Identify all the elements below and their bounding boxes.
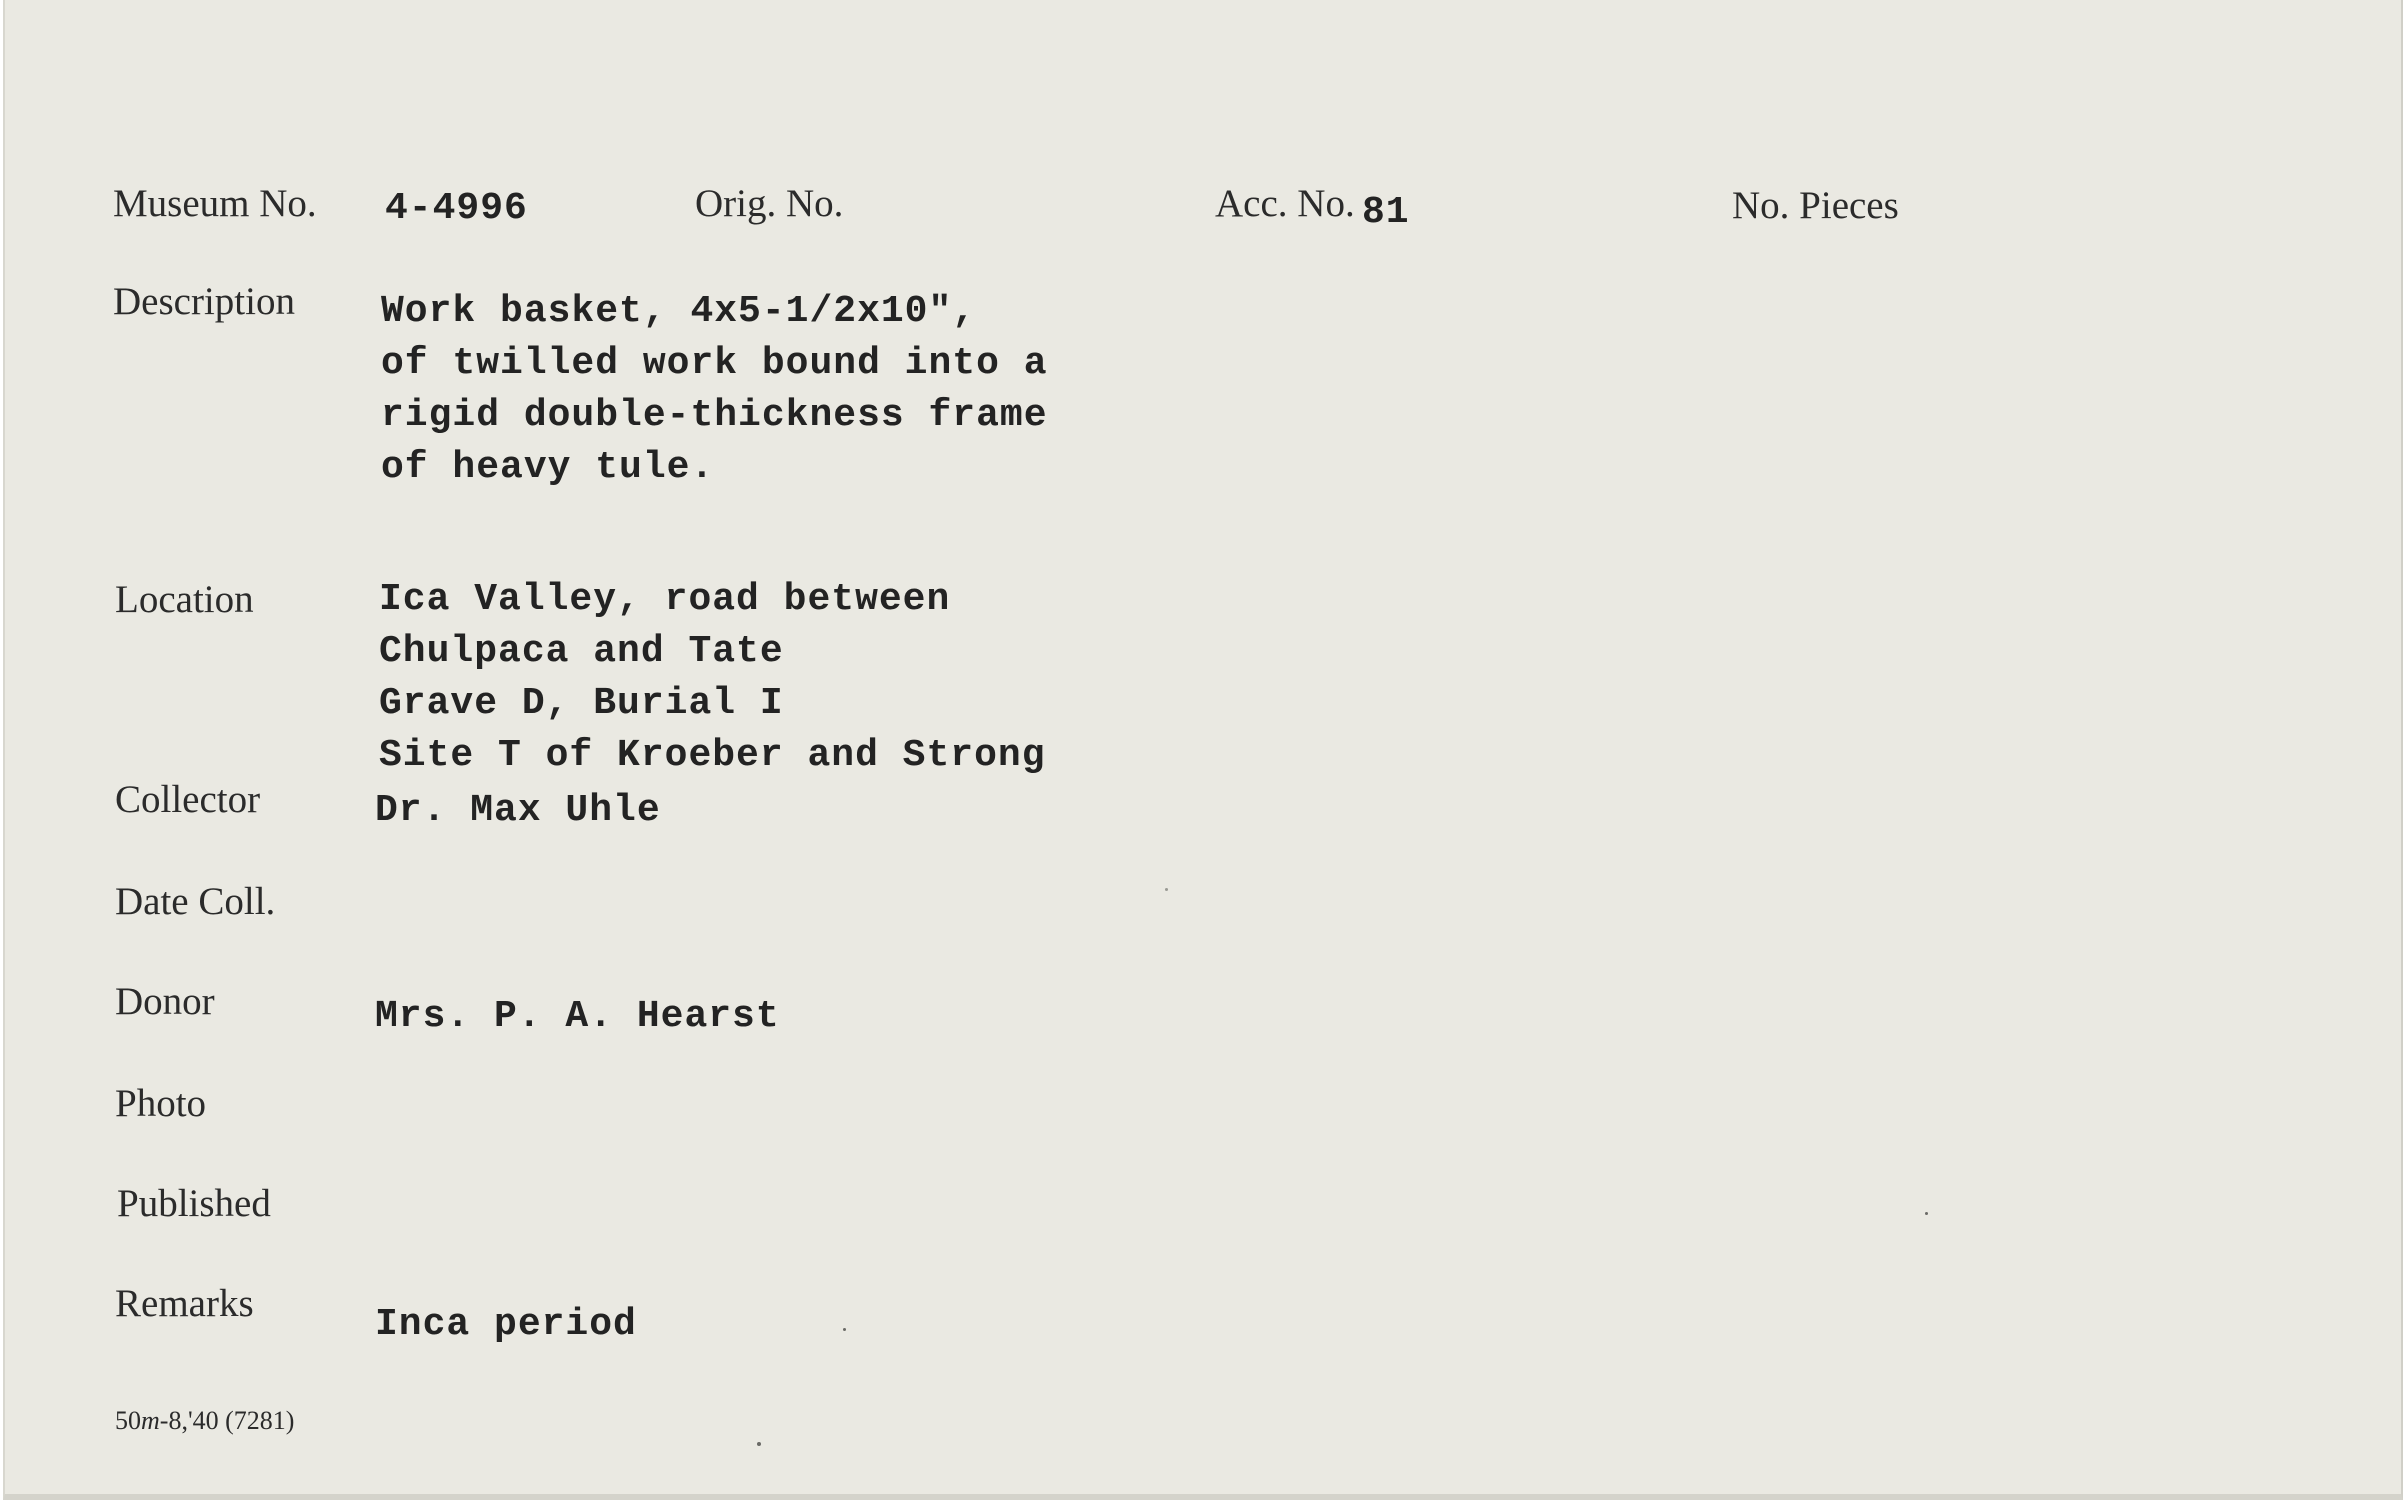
museum-no-label: Museum No.: [113, 182, 317, 225]
remarks-label: Remarks: [115, 1282, 254, 1325]
description-label: Description: [113, 280, 295, 323]
paper-speck: [843, 1328, 846, 1331]
paper-speck: [757, 1442, 761, 1446]
paper-speck: [1165, 888, 1168, 891]
description-line: of twilled work bound into a: [381, 342, 1048, 385]
location-text: [379, 574, 1046, 782]
location-line: Grave D, Burial I: [379, 682, 784, 725]
description-text: [381, 286, 1048, 494]
location-line: Site T of Kroeber and Strong: [379, 734, 1046, 777]
description-line: of heavy tule.: [381, 446, 715, 489]
paper-speck: [1925, 1212, 1928, 1215]
date-coll-label: Date Coll.: [115, 880, 276, 923]
donor-value: Mrs. P. A. Hearst: [375, 995, 780, 1038]
location-line: Chulpaca and Tate: [379, 630, 784, 673]
no-pieces-label: No. Pieces: [1732, 184, 1899, 227]
acc-no-value: 81: [1362, 191, 1410, 234]
print-code-italic: m: [141, 1406, 160, 1435]
description-line: Work basket, 4x5-1/2x10",: [381, 290, 977, 333]
catalog-card: [3, 0, 2403, 1500]
collector-label: Collector: [115, 778, 261, 821]
photo-label: Photo: [115, 1082, 207, 1125]
donor-label: Donor: [115, 980, 215, 1023]
description-line: rigid double-thickness frame: [381, 394, 1048, 437]
remarks-value: Inca period: [375, 1303, 637, 1346]
orig-no-label: Orig. No.: [695, 182, 844, 225]
museum-no-value: 4-4996: [385, 187, 528, 230]
acc-no-label: Acc. No.: [1215, 182, 1355, 225]
location-line: Ica Valley, road between: [379, 578, 951, 621]
print-code-suffix: -8,'40 (7281): [159, 1406, 295, 1435]
print-code-prefix: 50: [115, 1406, 141, 1435]
location-label: Location: [115, 578, 254, 621]
print-code: [115, 1408, 294, 1434]
collector-value: Dr. Max Uhle: [375, 789, 661, 832]
published-label: Published: [117, 1182, 271, 1225]
